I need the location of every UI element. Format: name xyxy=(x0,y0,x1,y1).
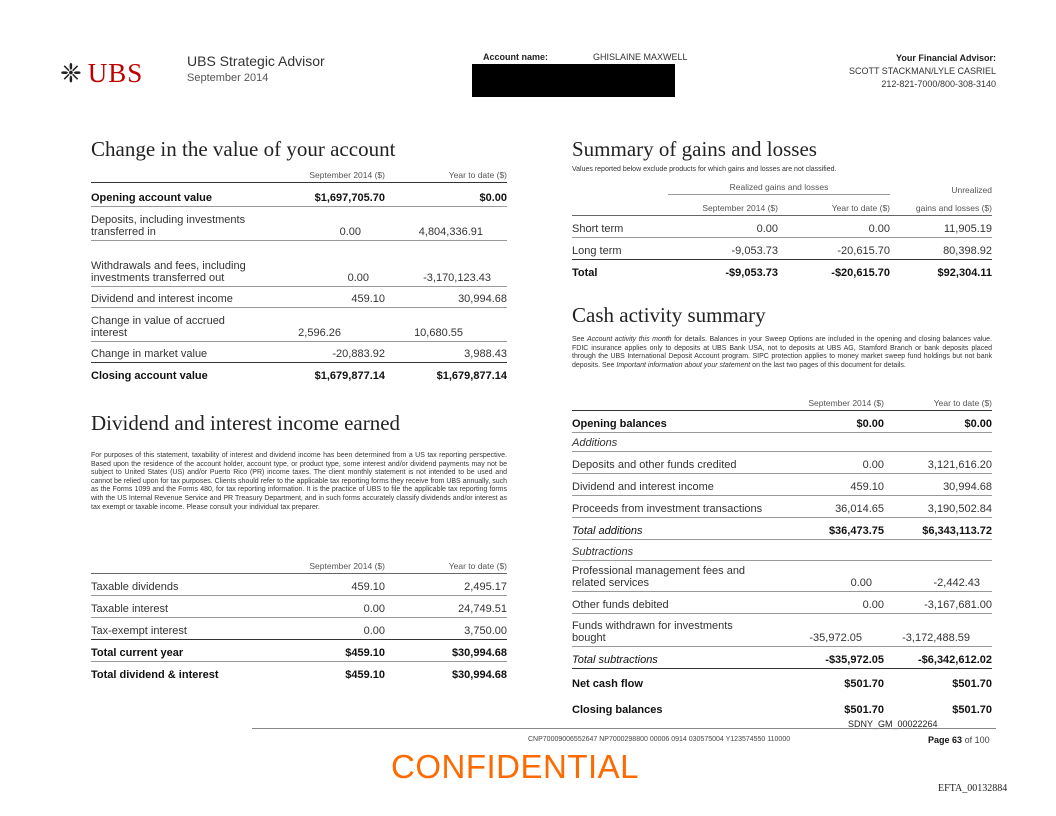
table-row: Deposits, including investments transferred in 0.00 4,804,336.91 xyxy=(91,206,507,240)
table-row: Taxable interest 0.00 24,749.51 xyxy=(91,595,507,617)
cash-table xyxy=(572,392,992,718)
group-header xyxy=(572,183,992,197)
account-name: GHISLAINE MAXWELL xyxy=(593,52,688,62)
product-name: UBS Strategic Advisor xyxy=(187,53,325,69)
table-row: Total additions $36,473.75 $6,343,113.72 xyxy=(572,517,992,539)
table-row: Funds withdrawn for investments bought -35,972.05 -3,172,488.59 xyxy=(572,613,992,646)
table-row: Total current year $459.10 $30,994.68 xyxy=(91,639,507,661)
table-row: Proceeds from investment transactions 36,014.65 3,190,502.84 xyxy=(572,495,992,517)
table-row: Change in market value -20,883.92 3,988.43 xyxy=(91,341,507,362)
advisor-names: SCOTT STACKMAN/LYLE CASRIEL xyxy=(848,66,996,76)
additions-heading: Additions xyxy=(572,432,992,451)
dividend-table xyxy=(91,555,507,683)
table-row: Withdrawals and fees, including investments transferred out 0.00 -3,170,123.43 xyxy=(91,240,507,286)
col-ytd: Year to date ($) xyxy=(448,561,507,571)
table-row: Opening account value $1,697,705.70 $0.00 xyxy=(91,182,507,206)
dividend-title: Dividend and interest income earned xyxy=(91,411,401,435)
advisor-label: Your Financial Advisor: xyxy=(895,53,996,63)
financial-advisor xyxy=(849,52,996,91)
change-value-table xyxy=(91,166,507,384)
account-name-label: Account name: xyxy=(483,52,549,62)
ubs-keys-icon: ❈ xyxy=(60,58,82,89)
subtractions-heading: Subtractions xyxy=(572,539,992,560)
table-row: Closing balances $501.70 $501.70 xyxy=(572,704,992,716)
ubs-logo xyxy=(60,58,143,89)
statement-period: September 2014 xyxy=(187,72,269,84)
table-row: Opening balances $0.00 $0.00 xyxy=(572,410,992,432)
confidential-stamp: CONFIDENTIAL xyxy=(391,748,640,785)
table-header: September 2014 ($) Year to date ($) xyxy=(808,398,992,408)
table-row: Total dividend & interest $459.10 $30,994.68 xyxy=(91,661,507,683)
footer-divider xyxy=(252,728,996,729)
table-row: Short term 0.00 0.00 11,905.19 xyxy=(572,215,992,237)
efta-number: EFTA_00132884 xyxy=(938,783,1008,794)
gains-title: Summary of gains and losses xyxy=(572,137,817,161)
table-row: Dividend and interest income 459.10 30,994.68 xyxy=(91,286,507,307)
redaction-box xyxy=(472,64,675,97)
table-row: Change in value of accrued interest 2,596.26 10,680.55 xyxy=(91,307,507,341)
cash-title: Cash activity summary xyxy=(572,303,766,327)
col-ytd: Year to date ($) xyxy=(448,170,507,180)
table-row: Professional management fees and related services 0.00 -2,442.43 xyxy=(572,560,992,591)
gains-note: Values reported below exclude products for which gains and losses are not classified. xyxy=(572,166,837,173)
change-value-title: Change in the value of your account xyxy=(91,137,396,161)
gains-table xyxy=(572,183,992,281)
unrealized-group-label: Unrealized xyxy=(951,185,992,195)
table-row: Taxable dividends 459.10 2,495.17 xyxy=(91,573,507,595)
table-row: Other funds debited 0.00 -3,167,681.00 xyxy=(572,591,992,613)
footer-codes: CNP70009006552647 NP7000298800 00006 0914 030575004 Y123574550 110000 xyxy=(528,736,791,743)
ubs-logo-word: UBS xyxy=(87,58,144,88)
tax-disclosure-paragraph: For purposes of this statement, taxability of interest and dividend income has been determined from a US tax reporting perspective. Based upon the residence of the account holder, account type, or product type, some interest and/or dividend payments may not be subject to United States (US) and/or Puerto Rico (PR) income taxes. The client monthly statement is not intended to be used and cannot be relied upon for tax purposes. Clients should refer to the applicable tax reporting forms they receive from UBS annually, such as the Forms 1099 and the Forms 480, for tax reporting information. It is the practice of UBS to file the applicable tax reporting forms with the US Internal Revenue Service and PR Treasury Department, and in such forms accurately classify dividends and/or interest as tax exempt or taxable income. Please consult your individual tax preparer. xyxy=(91,452,507,511)
table-row: Deposits and other funds credited 0.00 3,121,616.20 xyxy=(572,451,992,473)
cash-disclosure-paragraph: See Account activity this month for details. Balances in your Sweep Options are included in the opening and closing balances value. FDIC insurance applies only to deposits at UBS Bank USA, not to deposits at UBS AG, Stamford Branch or bank deposits placed through the UBS International Deposit Account program. SIPC protection applies to money market sweep fund holdings but not bank deposits. See Important information about your statement on the last two pages of this document for details. xyxy=(572,336,993,369)
advisor-phone: 212-821-7000/800-308-3140 xyxy=(881,79,996,89)
statement-title xyxy=(187,53,325,84)
table-row: Dividend and interest income 459.10 30,994.68 xyxy=(572,473,992,495)
table-header xyxy=(91,166,507,182)
table-header: September 2014 ($) Year to date ($) gains and losses ($) xyxy=(702,203,992,213)
page-number: Page 63 of 100 xyxy=(928,735,990,745)
table-header xyxy=(91,555,507,573)
table-row: Total subtractions -$35,972.05 -$6,342,612.02 xyxy=(572,646,992,668)
table-row: Long term -9,053.73 -20,615.70 80,398.92 xyxy=(572,237,992,259)
col-sept: September 2014 ($) xyxy=(309,561,385,571)
table-row: Net cash flow $501.70 $501.70 xyxy=(572,668,992,692)
table-row: Tax-exempt interest 0.00 3,750.00 xyxy=(91,617,507,639)
bates-stamp: SDNY_GM_00022264 xyxy=(848,719,938,729)
table-row: Total -$9,053.73 -$20,615.70 $92,304.11 xyxy=(572,259,992,281)
col-sept: September 2014 ($) xyxy=(309,170,385,180)
table-row: Closing account value $1,679,877.14 $1,679,877.14 xyxy=(91,362,507,384)
realized-group-label: Realized gains and losses xyxy=(668,182,890,195)
